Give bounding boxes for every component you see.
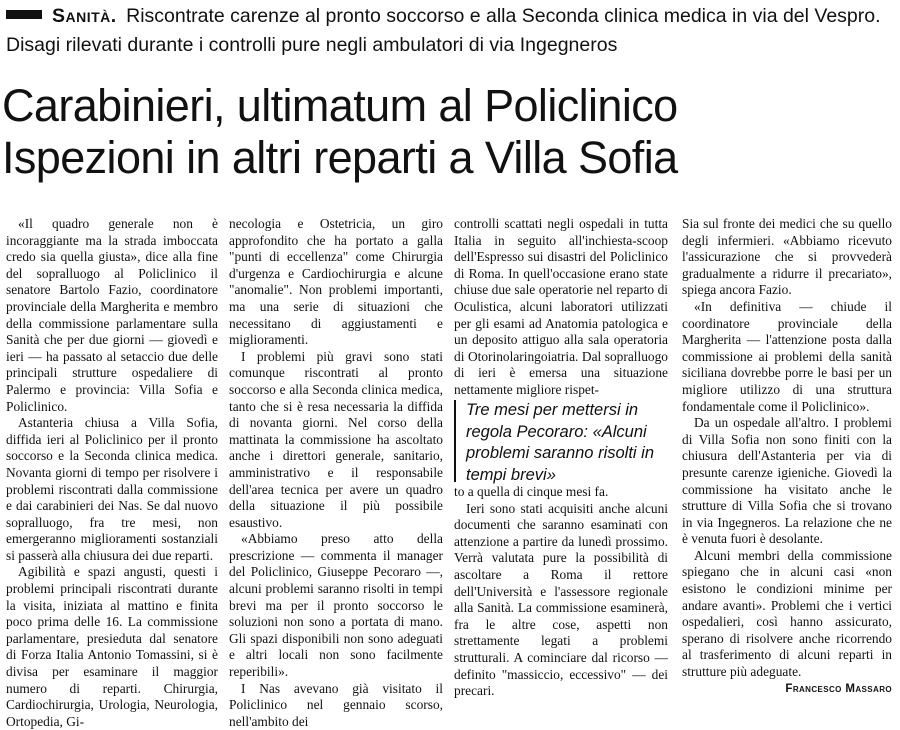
kicker-section: Sanità. <box>52 5 117 27</box>
byline: Francesco Massaro <box>785 682 892 695</box>
paragraph: Astanteria chiusa a Villa Sofia, diffida ieri al Policlinico per il pronto soccorso e la Seconda clinica medica. Novanta giorni di tempo per risolvere i problemi riscontrati dalla commissione e dai carabinieri dei Nas. Se dal nuovo sopralluogo, fra tre mesi, non emergeranno miglioramenti sostanziali si passerà alla chiusura dei due reparti. <box>6 415 218 563</box>
paragraph: controlli scattati negli ospedali in tutta Italia in seguito all'inchiesta-scoop dell'Espresso sui disastri del Policlinico di Roma. In quell'occasione erano state chiuse due sale operatorie nel reparto di Oculistica, alcuni laboratori utilizzati per gli esami ad Anatomia patologica e un deposito attiguo alla sala operatoria di Otorinolaringoiatria. Dal sopralluogo di ieri è emersa una situazione nettamente migliore rispet- <box>454 216 668 397</box>
kicker-bar <box>6 10 42 19</box>
paragraph-text: Alcuni membri della commissione spiegano che in alcuni casi «non esistono le condizioni minime per andare avanti». Problemi che i vertici ospedalieri, così hanno assicurato, sperano di risolvere anche ricorrendo al trasferimento di alcuni reparti in strutture più adeguate. <box>682 547 892 680</box>
paragraph: «Il quadro generale non è incoraggiante ma la strada imboccata credo sia quella giusta», dice alla fine del sopralluogo al Policlinico il senatore Bartolo Fazio, coordinatore provinciale della Margherita e membro della commissione parlamentare sulla Sanità che per due giorni — giovedì e ieri — ha passato al setaccio due delle principali strutture ospedaliere di Palermo e provincia: Villa Sofia e Policlinico. <box>6 216 218 414</box>
paragraph <box>682 547 892 695</box>
paragraph: Da un ospedale all'altro. I problemi di Villa Sofia non sono finiti con la chiusura dell'Astanteria per via di presunte carenze igieniche. Giovedì la commissione ha visitato anche le strutture di Villa Sofia che si trovano in via Ingegneros. La relazione che ne è venuta fuori è desolante. <box>682 415 892 547</box>
kicker-text: Riscontrate carenze al pronto soccorso e alla Seconda clinica medica in via del Vespro. Disagi rilevati durante i controlli pure negli ambulatori di via Ingegneros <box>6 5 881 56</box>
paragraph: Sia sul fronte dei medici che su quello degli infermieri. «Abbiamo ricevuto l'assicurazione che si provvederà gradualmente a ridurre il precariato», spiega ancora Fazio. <box>682 216 892 298</box>
paragraph: I Nas avevano già visitato il Policlinico nel gennaio scorso, nell'ambito dei <box>229 680 443 729</box>
headline-line-2: Ispezioni in altri reparti a Villa Sofia <box>2 132 678 183</box>
column-3-continued <box>454 484 668 699</box>
column-1 <box>6 216 218 729</box>
paragraph: Ieri sono stati acquisiti anche alcuni documenti che saranno esaminati con attenzione a partire da lunedì prossimo. Verrà valutata pure la possibilità di ascoltare a Roma il rettore dell'Università e l'assessore regionale alla Sanità. La commissione esaminerà, fra le altre cose, aspetti non strettamente legati a problemi strutturali. A cominciare dal ricorso — definito "massiccio, eccessivo" — dei precari. <box>454 500 668 699</box>
headline <box>2 80 898 184</box>
paragraph: to a quella di cinque mesi fa. <box>454 484 609 499</box>
paragraph: «In definitiva — chiude il coordinatore provinciale della Margherita — l'attenzione posta dalla commissione ai problemi della sanità siciliana dovrebbe porre le basi per un migliore utilizzo di una struttura fondamentale come il Policlinico». <box>682 298 892 414</box>
paragraph: I problemi più gravi sono stati comunque riscontrati al pronto soccorso e alla Seconda clinica medica, tanto che si è resa necessaria la diffida di novanta giorni. Nel corso della mattinata la commissione ha ascoltato anche i direttori generale, sanitario, amministrativo e il responsabile dell'area tecnica per avere un quadro della situazione il più possibile esaustivo. <box>229 348 443 530</box>
kicker <box>6 2 890 60</box>
pull-quote: Tre mesi per mettersi in regola Pecoraro: «Alcuni problemi saranno risolti in tempi brevi» <box>454 400 679 482</box>
column-4 <box>682 216 892 695</box>
paragraph: Agibilità e spazi angusti, questi i problemi principali riscontrati durante la visita, iniziata al mattino e finita poco prima delle 16. La commissione parlamentare, presieduta dal senatore di Forza Italia Antonio Tomassini, si è divisa per esaminare il maggior numero di reparti. Chirurgia, Cardiochirurgia, Urologia, Neurologia, Ortopedia, Gi- <box>6 564 218 729</box>
paragraph: necologia e Ostetricia, un giro approfondito che ha portato a galla "punti di eccellenza" come Chirurgia d'urgenza e Cardiochirurgia e alcune "anomalie". Non problemi importanti, ma una serie di situazioni che necessitano di aggiustamenti e miglioramenti. <box>229 216 443 348</box>
column-2 <box>229 216 443 729</box>
paragraph: «Abbiamo preso atto della prescrizione — commenta il manager del Policlinico, Giuseppe Pecoraro —, alcuni problemi saranno risolti in tempi brevi ma per il pronto soccorso le soluzioni non sono a portata di mano. Gli spazi disponibili non sono adeguati e altri locali non sono facilmente reperibili». <box>229 531 443 680</box>
headline-line-1: Carabinieri, ultimatum al Policlinico <box>2 80 678 131</box>
